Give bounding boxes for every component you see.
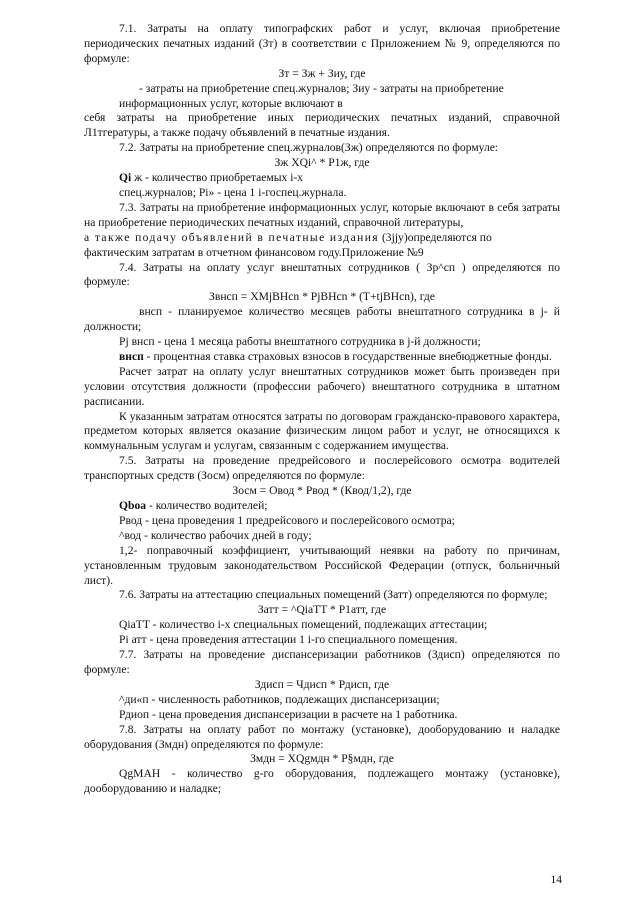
section-7-1-paragraph: 7.1. Затраты на оплату типографских работ и услуг, включая приобретение периодических печатных изданий (Зт) в соответствии с Приложением № 9, определяются по формуле:: [84, 22, 560, 65]
definition-line: фактическим затратам в отчетном финансовом году.Приложение №9: [84, 245, 424, 259]
definition-paragraph: себя затраты на приобретение иных периодических печатных изданий, справочной Л1тгературы, а также подачу объявлений в печатные издания.: [84, 111, 560, 140]
section-7-6-paragraph: 7.6. Затраты на аттестацию специальных помещений (Затт) определяются по формуле;: [119, 588, 548, 602]
definition-line: [84, 499, 560, 514]
formula-7-4: Звнсп = XMjВНcn * PjВНcn * (Т+tjВНcn), где: [209, 290, 435, 304]
formula-7-6: Затт = ^QiaTT * Р1атт, где: [257, 603, 387, 617]
body-paragraph: К указанным затратам относятся затраты по договорам гражданско-правового характера, предметом которых является оказание физическим лицом работ и услуг, не относящихся к коммунальным услугам и услугам, связанным с содержанием имущества.: [84, 409, 560, 453]
variable-symbol: Qboa: [119, 499, 147, 512]
definition-line: Рдиоп - цена проведения диспансеризации в расчете на 1 работника.: [119, 707, 458, 721]
section-7-8-paragraph: 7.8. Затраты на оплату работ по монтажу (установке), дооборудованию и наладке оборудования (Змдн) определяются по формуле:: [84, 722, 560, 751]
page-number: 14: [550, 874, 562, 886]
definition-line: информационных услуг, которые включают в: [119, 96, 343, 110]
definition-line: - затраты на приобретение спец.журналов; Зиу - затраты на приобретение: [139, 81, 504, 95]
definition-paragraph: QgMAH - количество g-го оборудования, подлежащего монтажу (установке), дооборудованию и наладке;: [84, 767, 560, 796]
definition-text: - процентная ставка страховых взносов в государственные внебюджетные фонды.: [143, 349, 552, 363]
formula-7-7: Здисп = Чдисп * Рдисп, где: [254, 677, 390, 691]
definition-line: ^вод - количество рабочих дней в году;: [119, 528, 312, 542]
definition-paragraph: [84, 350, 560, 365]
text-run: а также подачу объявлений в печатные издания: [84, 230, 380, 244]
definition-line: спец.журналов; Pi» - цена 1 i-госпец.журнала.: [119, 185, 347, 199]
definition-line: Pj внсп - цена 1 месяца работы внештатного сотрудника в j-й должности;: [119, 335, 481, 349]
formula-7-2: Зж XQi^ * Р1ж, где: [274, 156, 370, 170]
section-7-4-paragraph: 7.4. Затраты на оплату услуг внештатных сотрудников ( Зр^сп ) определяются по формуле:: [84, 260, 560, 289]
document-page: [84, 22, 560, 797]
definition-paragraph: внсп - планируемое количество месяцев работы внештатного сотрудника в j- й должности;: [84, 305, 560, 334]
formula-7-5: Зосм = Овод * Рвод * (Квод/1,2), где: [232, 484, 412, 498]
definition-line: QiaTT - количество i-х специальных помещений, подлежащих аттестации;: [119, 618, 488, 632]
formula-7-8: Змдн = XQgмдн * Р§мдн, где: [250, 752, 394, 766]
section-7-2-paragraph: 7.2. Затраты на приобретение спец.журналов(Зж) определяются по формуле:: [119, 141, 499, 155]
section-7-5-paragraph: 7.5. Затраты на проведение предрейсового и послерейсового осмотра водителей транспортных средств (Зосм) определяются по формуле:: [84, 454, 560, 483]
definition-line: [84, 231, 560, 246]
definition-line: Рвод - цена проведения 1 предрейсового и послерейсового осмотра;: [119, 513, 455, 527]
definition-paragraph: 1,2- поправочный коэффициент, учитывающий неявки на работу по причинам, установленным трудовым законодательством Российской Федерации (отпуск, больничный лист).: [84, 543, 560, 587]
definition-line: ^ди«п - численность работников, подлежащих диспансеризации;: [119, 692, 440, 706]
definition-line: Pi атт - цена проведения аттестации 1 i-го специального помещения.: [119, 633, 458, 647]
variable-symbol: Qi: [119, 171, 132, 185]
section-7-3-paragraph: 7.3. Затраты на приобретение информационных услуг, которые включают в себя затраты на приобретение периодических печатных изданий, справочной литературы,: [84, 200, 560, 229]
body-paragraph: Расчет затрат на оплату услуг внештатных сотрудников может быть произведен при условии отсутствия должности (профессии рабочего) внештатного сотрудника в штатном расписании.: [84, 364, 560, 408]
text-run: (3jjу)определяются по: [381, 230, 492, 244]
definition-text: - количество водителей;: [146, 499, 268, 512]
variable-symbol: внсп: [119, 349, 144, 363]
formula-7-1: Зт = Зж + Зиу, где: [278, 66, 366, 80]
definition-text: ж - количество приобретаемых i-х: [131, 171, 304, 185]
section-7-7-paragraph: 7.7. Затраты на проведение диспансеризации работников (Здисп) определяются по формуле:: [84, 648, 560, 676]
definition-line: [84, 171, 560, 186]
